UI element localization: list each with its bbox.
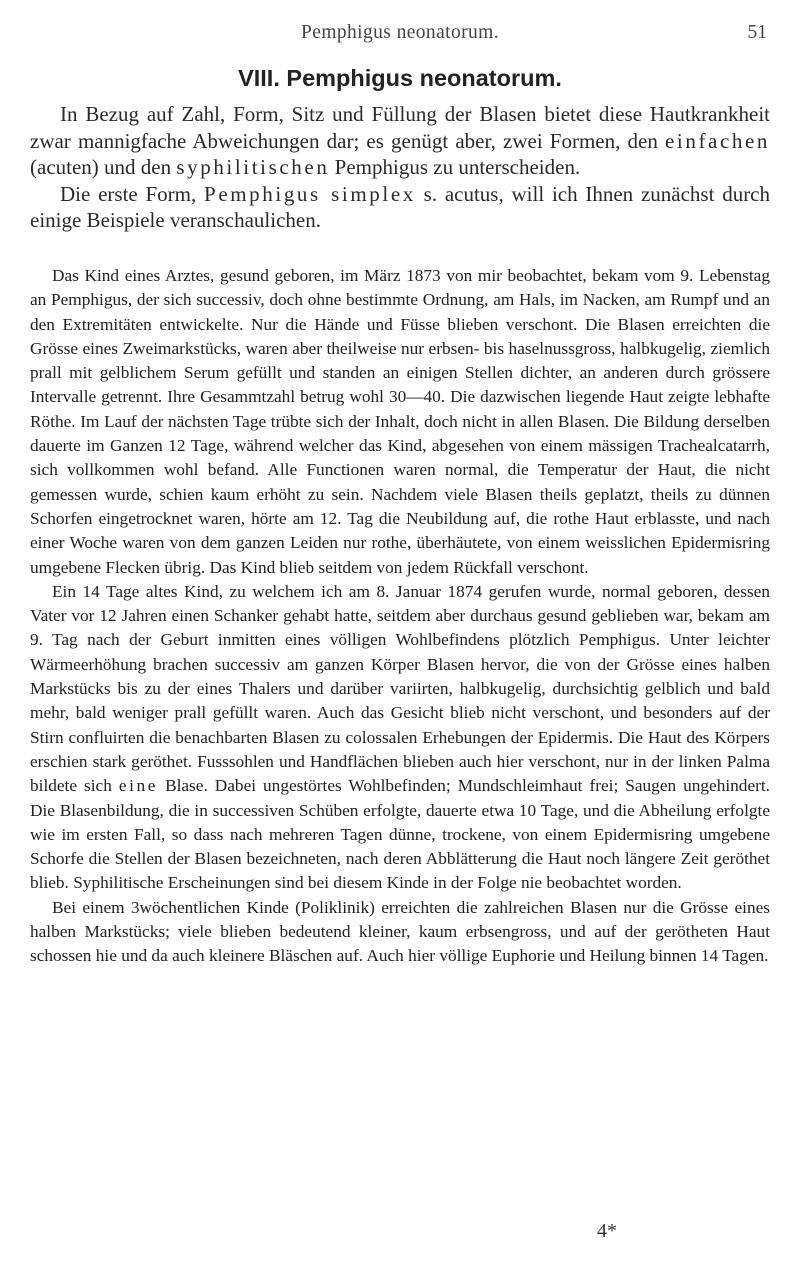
intro-paragraph bbox=[30, 181, 770, 234]
running-head bbox=[0, 22, 800, 48]
page-number: 51 bbox=[747, 22, 767, 43]
emphasis-spaced: syphilitischen bbox=[176, 155, 330, 180]
emphasis-spaced: einfachen bbox=[664, 128, 770, 153]
intro-paragraph bbox=[30, 101, 770, 181]
case-paragraph-3: Bei einem 3wöchentlichen Kinde (Poliklinik) erreichten die zahlreichen Blasen nur die Grösse eines halben Markstücks; viele blieben bedeutend kleiner, kaum erbsengross, und auf der gerötheten Haut schossen hie und da auch kleinere Bläschen auf. Auch hier völlige Euphorie und Heilung binnen 14 Tagen. bbox=[30, 897, 770, 966]
case-paragraph-1: Das Kind eines Arztes, gesund geboren, im März 1873 von mir beobachtet, bekam vom 9. Lebenstag an Pemphigus, der sich successiv, doch ohne bestimmte Ordnung, am Hals, im Nacken, am Rumpf und an den Extremitäten entwickelte. Nur die Hände und Füsse blieben verschont. Die Blasen erreichten die Grösse eines Zweimarkstücks, waren aber theilweise nur erbsen- bis haselnussgross, halbkugelig, ziemlich prall mit gelblichem Serum gefüllt und standen an einigen Stellen dichter, an anderen durch grössere Intervalle getrennt. Ihre Gesammtzahl betrug wohl 30—40. Die dazwischen liegende Haut zeigte lebhafte Röthe. Im Lauf der nächsten Tage trübte sich der Inhalt, doch nicht in allen Blasen. Die Bildung derselben dauerte im Ganzen 12 Tage, während welcher das Kind, abgesehen von einem mässigen Trachealcatarrh, sich vollkommen wohl befand. Alle Functionen waren normal, die Temperatur der Haut, die nicht gemessen wurde, schien kaum erhöht zu sein. Nachdem viele Blasen theils geplatzt, theils zu dünnen Schorfen eingetrocknet waren, hörte am 12. Tag die Neubildung auf, die rothe Haut erblasste, und nach einer Woche waren von dem ganzen Leiden nur rothe, überhäutete, von einem weisslichen Epidermisring umgebene Flecken übrig. Das Kind blieb seitdem von jedem Rückfall verschont. bbox=[30, 266, 770, 577]
case-p2-end: Blase. Dabei ungestörtes Wohlbefinden; Mundschleimhaut frei; Saugen ungehindert. Die Blasenbildung, die in successiven Schüben erfolgte, dauerte etwa 10 Tage, und die Abheilung erfolgte wie im ersten Fall, so dass nach mehreren Tagen dünne, trockene, von einem Epidermisring umgebene Schorfe die Stellen der Blasen bezeichneten, nach deren Abblätterung die Haut noch längere Zeit geröthet blieb. Syphilitische Erscheinungen sind bei diesem Kinde in der Folge nie beobachtet worden. bbox=[30, 776, 770, 893]
intro-p1-mid: (acuten) und den bbox=[30, 155, 172, 180]
chapter-title: VIII. Pemphigus neonatorum. bbox=[238, 65, 562, 91]
signature-mark: 4* bbox=[597, 1220, 617, 1242]
intro-text bbox=[30, 101, 770, 234]
intro-p1-text: In Bezug auf Zahl, Form, Sitz und Füllung der Blasen bietet diese Hautkrankheit zwar mannigfache Abweichungen dar; es genügt aber, zwei Formen, den bbox=[30, 102, 770, 153]
intro-p2-start: Die erste Form, bbox=[60, 181, 197, 206]
running-head-title: Pemphigus neonatorum. bbox=[301, 22, 499, 43]
intro-p2-end: s. acutus, will ich Ihnen zunächst durch einige Beispiele veranschaulichen. bbox=[30, 181, 771, 233]
emphasis-spaced: eine bbox=[118, 776, 159, 796]
case-reports bbox=[30, 264, 770, 969]
emphasis-spaced: Pemphigus simplex bbox=[204, 181, 416, 206]
case-p2-start: Ein 14 Tage altes Kind, zu welchem ich am 8. Januar 1874 gerufen wurde, normal geboren, dessen Vater vor 12 Jahren einen Schanker gehabt hatte, seitdem aber durchaus gesund geblieben war, bekam am 9. Tag nach der Geburt inmitten eines völligen Wohlbefindens plötzlich Pemphigus. Unter leichter Wärmeerhöhung brachen successiv am ganzen Körper Blasen hervor, die von der Grösse eines halben Markstücks bis zu der eines Thalers und darüber variirten, halbkugelig, durchsichtig gelblich und bald mehr, bald weniger prall gefüllt waren. Auch das Gesicht blieb nicht verschont, und besonders auf der Stirn confluirten die benachbarten Blasen zu colossalen Erhebungen der Epidermis. Die Haut des Körpers erschien stark geröthet. Fusssohlen und Handflächen blieben auch hier verschont, nur in der linken Palma bildete sich bbox=[30, 581, 770, 796]
intro-p1-end: Pemphigus zu unterscheiden. bbox=[334, 155, 581, 180]
case-paragraph-2 bbox=[30, 580, 770, 896]
